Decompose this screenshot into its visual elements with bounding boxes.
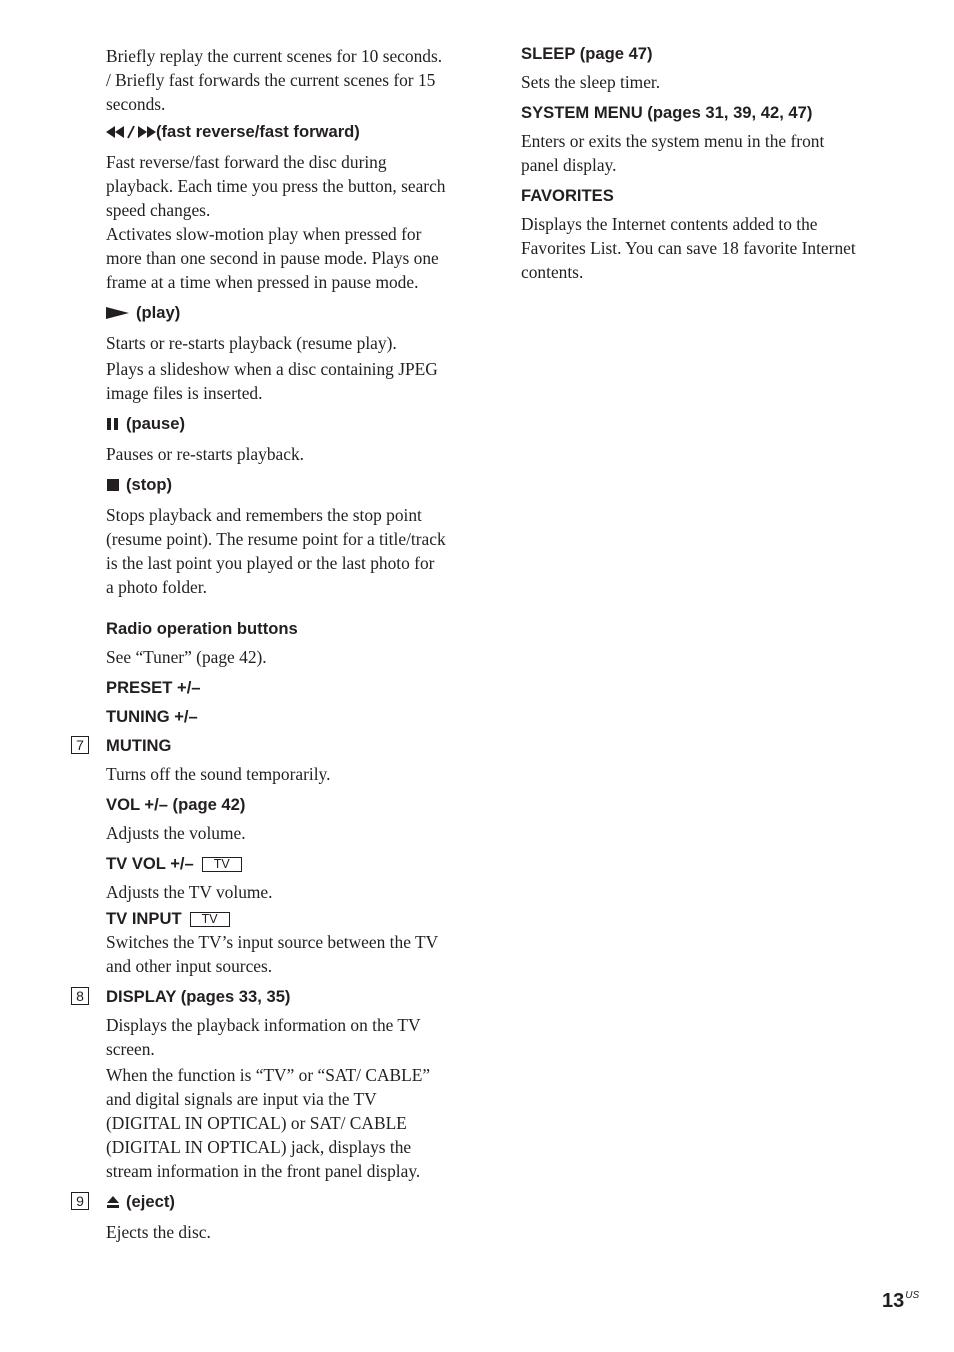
fast-reverse-forward-title: (fast reverse/fast forward): [156, 122, 360, 141]
eject-desc: Ejects the disc.: [106, 1222, 211, 1242]
pause-icon: [106, 416, 120, 436]
play-icon: [106, 305, 130, 325]
display-heading: [76, 987, 446, 1007]
fast-reverse-forward-desc-1: Fast reverse/fast forward the disc during playback. Each time you press the button, search speed changes.: [106, 152, 446, 220]
fast-reverse-forward-desc-2: Activates slow-motion play when pressed for more than one second in pause mode. Plays one frame at a time when pressed in pause mode.: [106, 224, 439, 292]
tv-input-desc: Switches the TV’s input source between the TV and other input sources.: [106, 932, 438, 976]
right-column: [521, 44, 866, 284]
system-menu-desc: Enters or exits the system menu in the front panel display.: [521, 131, 825, 175]
tv-vol-heading: [106, 854, 446, 874]
sleep-desc: Sets the sleep timer.: [521, 72, 661, 92]
display-desc-1: Displays the playback information on the TV screen.: [106, 1015, 421, 1059]
play-desc-2: Plays a slideshow when a disc containing JPEG image files is inserted.: [106, 359, 438, 403]
item-9-number-box: 9: [71, 1192, 89, 1210]
radio-desc: See “Tuner” (page 42).: [106, 647, 267, 667]
pause-desc: Pauses or re-starts playback.: [106, 444, 304, 464]
display-desc-2: When the function is “TV” or “SAT/ CABLE” and digital signals are input via the TV (DIGITAL IN OPTICAL) or SAT/ CABLE (DIGITAL IN OPTICAL) jack, displays the stream information in the front panel display.: [106, 1065, 431, 1181]
left-column: [76, 44, 446, 1244]
stop-heading: [106, 475, 446, 497]
play-title: (play): [136, 303, 181, 322]
muting-desc: Turns off the sound temporarily.: [106, 764, 331, 784]
eject-title: (eject): [126, 1192, 175, 1211]
vol-heading: VOL +/– (page 42): [106, 795, 246, 814]
play-heading: [106, 303, 446, 325]
favorites-heading: FAVORITES: [521, 186, 614, 205]
stop-desc: Stops playback and remembers the stop point (resume point). The resume point for a title/track is the last point you played or the last photo for a photo folder.: [106, 505, 446, 597]
play-desc-1: Starts or re-starts playback (resume play).: [106, 333, 397, 353]
page-number-suffix: US: [905, 1290, 920, 1301]
pause-title: (pause): [126, 414, 186, 433]
page-number-value: 13: [882, 1290, 905, 1312]
eject-icon: [106, 1194, 120, 1214]
page-number: [882, 1284, 919, 1313]
item-7-number-box: 7: [71, 736, 89, 754]
muting-title: MUTING: [106, 736, 172, 755]
item-8-number-box: 8: [71, 987, 89, 1005]
stop-title: (stop): [126, 475, 173, 494]
preset-heading: PRESET +/–: [106, 678, 201, 697]
stop-icon: [106, 477, 120, 497]
fast-reverse-forward-heading: [106, 122, 446, 144]
radio-heading: Radio operation buttons: [106, 619, 298, 638]
eject-heading: [76, 1192, 446, 1214]
favorites-desc: Displays the Internet contents added to the Favorites List. You can save 18 favorite Internet contents.: [521, 214, 856, 282]
pause-heading: [106, 414, 446, 436]
vol-desc: Adjusts the volume.: [106, 823, 246, 843]
tv-vol-title: TV VOL +/–: [106, 854, 194, 873]
intro-text: Briefly replay the current scenes for 10 seconds. / Briefly fast forwards the current scenes for 15 seconds.: [106, 46, 443, 114]
tv-badge: TV: [190, 912, 230, 927]
tv-badge: TV: [202, 857, 242, 872]
tuning-heading: TUNING +/–: [106, 707, 198, 726]
sleep-heading: SLEEP (page 47): [521, 44, 653, 63]
tv-input-title: TV INPUT: [106, 909, 182, 928]
tv-input-heading: [106, 909, 446, 929]
tv-vol-desc: Adjusts the TV volume.: [106, 882, 273, 902]
system-menu-heading: SYSTEM MENU (pages 31, 39, 42, 47): [521, 103, 813, 122]
display-title: DISPLAY (pages 33, 35): [106, 987, 291, 1006]
muting-heading: [76, 736, 446, 756]
